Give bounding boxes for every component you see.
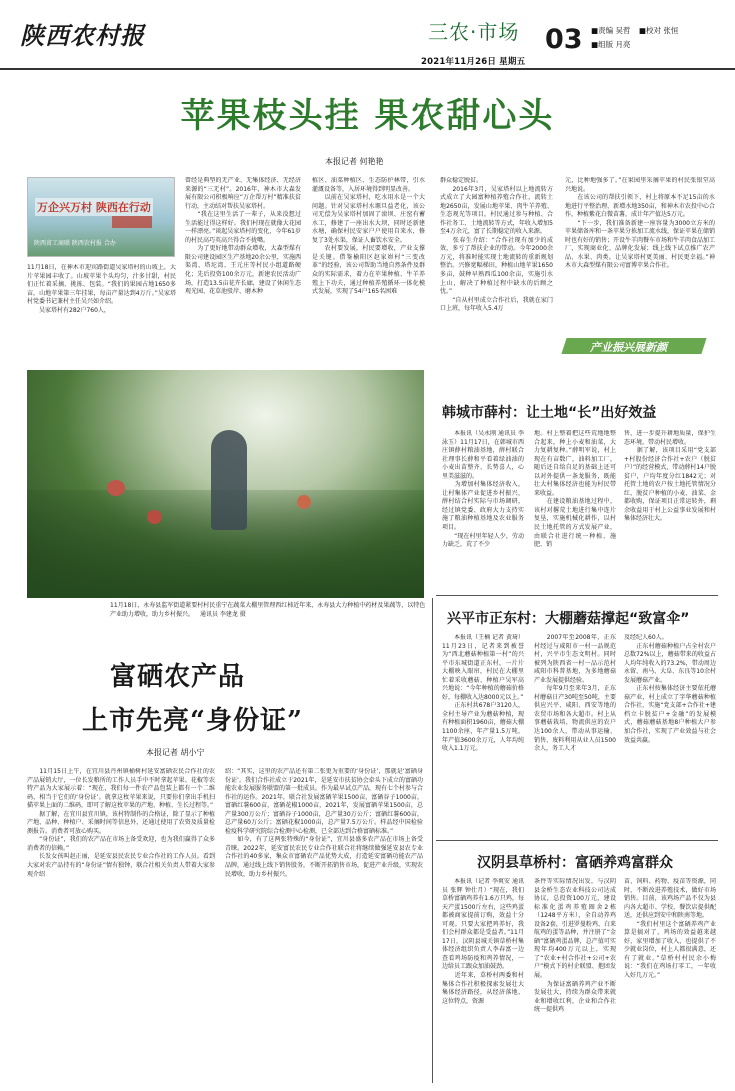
masthead-rule-thick (0, 68, 735, 70)
greenhouse-photo (27, 370, 424, 598)
staff-editor: ■责编 吴哲 (591, 26, 631, 35)
story1-col-2: 地。村上整着把这些荒地地整合起来，种上小麦和油菜，大力复耕复种。”薛明军说，村上现在有亩数广，油料加工厂，随后还自给自足的基础上还可以对外提供一条龙服务，既能壮大村集体经济也能为村民带来收益。 在建设粮油基地过程中，该村对撂荒土地进行集中连片复垦，实施机械化耕作，以村民土地托管的方式发展产业，由联合社进行统一种植、施肥、销 (534, 430, 616, 549)
campaign-banner (27, 177, 175, 257)
lead-col-1: 11月18日，在神木市迎宾路街道吴家塔村的山坡上，大片苹果园丰收了。山坡苹果个头均匀，汁多甘甜，村民们正忙着采摘、挑拣、包装。“我们的果园占地1650多亩，山地苹果第三年挂果，每亩产量达到4万斤。”吴家塔村党委书记兼村主任吴兴如介绍。 吴家塔村有282户760人， (27, 264, 176, 314)
staff-proofreader: ■校对 张恒 (638, 26, 679, 35)
story4-byline: 本报记者 胡小宁 (146, 748, 205, 757)
story3-headline: 汉阴县草桥村：富硒养鸡富群众 (477, 855, 673, 871)
photo-tomato-2 (147, 510, 162, 524)
banner-title: 万企兴万村 陕西在行动 (35, 198, 153, 216)
staff-list (591, 24, 731, 52)
page-number: 03 (545, 24, 583, 55)
masthead (0, 0, 735, 70)
section-title: 三农·市场 (428, 20, 520, 44)
story4-headline-line2: 上市先亮“身份证” (82, 706, 303, 736)
lead-col-3: 植区、油菜种植区、生态防护林带，引水灌溉设备等，入居环境得到明显改善。 以前在吴家塔村，吃水用水是一个大问题。针对吴家塔村水塬旦益老化，该公司无偿为吴家塔村加固了滚坝、庄窑有蓄水工，修建了一座出水大坝，同时还新建水塘，确保村民安家户户使用自来水，修复了3处水渠，保证人畜饮水安全。 农村要发展，村民要增收，产业支撑是关键。借鉴榆阳区赵家峁村“三变改革”的经验，该公司帮助当地自然条件及群众的实际需求，着力在苹果种植、牛羊养殖上下功夫，通过种植养殖循环一体化模式发展，实现了54户165名困难 (312, 177, 425, 296)
story4-headline-line1: 富硒农产品 (110, 662, 246, 692)
photo-person (211, 430, 247, 530)
lead-byline: 本报记者 何艳艳 (325, 157, 384, 166)
lead-col-4: 群众稳定脱贫。 2016年3月，吴家塔村以上地流转方式成立了大园富种植养殖合作社，流转土地2650亩，发展山地苹果、肉牛羊养殖、生态观光等项目，村民通过参与种植、合作社务工、土地流转等方式，年收入增加5至4万余元，富了长期稳定的收入来源。 张春生介绍：“合作社现有加少的成效，多亏了帮扶企业的带动。今年2000余万元，将准时能实现土地流转的重新规划整治。兴修宽幅梯田，种植山地苹果1650多亩，鼓种早熟西瓜100余亩，实施引水上山，解决了种植过程中缺水的后顾之忧。” “自从村里成立合作社后，我就在家门口上班，每年收入5.4万 (440, 177, 553, 313)
story1-col-1: 本报讯（吴永刚 通讯员 李泳玉）11月17日，在韩城市西庄镇薛村粮油基地，薛村联合社理事长薛和平看着绿油油的小麦出苗整齐、长势喜人，心里美滋滋的。 为增加村集体经济收入，让村集体产业促进乡村振兴，薛村结合村实际与市场调研，经过镇党委、政府大力支持实施了粮油种植基地及农业服务项目。 “现在村里年轻人少，劳动力缺乏，荒了不少 (442, 430, 524, 549)
photo-tomato-1 (107, 480, 125, 496)
story2-headline: 兴平市正东村：大棚蘑菇撑起“致富伞” (447, 611, 690, 627)
story3-col-1: 本报讯（记者 李爽安 通讯员 张辉 钟仕月）“现在，我们草桥富硒鸡养有1.6万只鸡，每天产蛋1500斤左右，这些鸡蛋都被商家提前订购，效益十分可观。只要大家把鸡养好，我们会村群众都是受益者。”11月17日，汉阴县城关镇草桥村集体经济组织负责人李春富一边查看鸡场防疫和鸡养情况，一边给员工跟众加油鼓劲。 近年来，草桥村两委和村集体合作社积极探索发展壮大集体经济路径，从经济落地、这位特点，资源 (442, 878, 524, 1005)
divider-right-1 (436, 595, 718, 596)
story1-col-3: 售，进一步提升耕地质量，保护生态环境，带动村民增收。 据了解，该项目采用“党支部+村股份经济合作社+农户（脱贫户）”的经营模式，带动薛村14户脱贫户，户均年度分红1842元；对托管土地的农户按土地托管情况分红，脱贫户种植的小麦、油菜、金都收购，保证项目正常运转外，剩余收益用于村上公益事业发展和村集体经济壮大。 (624, 430, 716, 523)
photo-caption-text: 11月18日，永寿县监军街道紧要村村民重宁在蔬菜大棚里管理西红柿近年来，永寿县大力种植中药材及果蔬等，以特色产业助力增收，助力乡村振兴。 (110, 602, 426, 618)
section-tag (556, 334, 712, 358)
story2-col-1: 本报讯（王楠 记者 黄琦）11月23日，记者来到被誉为“西北蘑菇种植第一村”的兴平市东城街道正东村，一片片大棚映入眼帘，村民在大棚里忙着采收蘑菇、种植户吴军高兴地说：“今年种植的蘑菇价格好，每棚收入达8000元以上。” 正东村共678户3120人，全村主导产业为蘑菇种植，现有种植面积1960亩，蘑菇大棚1100余座，年产量1.5万吨，年产值3600余万元，人年均纯收入1.1万元。 (442, 634, 524, 753)
divider-right-2 (436, 840, 718, 841)
issue-date: 2021年11月26日 星期五 (421, 57, 526, 67)
staff-layout: ■组版 月亮 (591, 40, 631, 49)
photo-caption (110, 602, 430, 619)
story3-col-3: 苗、饲料、药物、疫苗等资源，同时，不断改进养殖技术，做好市场销售。目前，该鸡场产品不仅为县内各大超市、学校、餐饮店提供配送，还供应到安中和陕南等地。 “我们村里这个富硒养鸡产业算是搞对了，鸡场的效益越来越好，家里增加了收入，也提供了不少就业岗位，村上人都很满意，还有了就业。”草桥村村民余小梅说：“我们在鸡场打零工，一年收入好几万元。” (624, 878, 716, 980)
story4-col-1: 11月15日上午，在宜川县丹州镇桶树村延安富硒农民合作社的农产品展销大厅，一位长发粮所的工作人员手中不时拿起苹果、花椒等农特产品为大家展示着：“现在，我们每一件农产品包装上都有一个二维码，相当于它们的‘身份证’。就拿这枚苹果来说，只要你们拿出手机扫描苹果上面的二维码，即可了解这枚苹果的产地、种植、生长过程等。” 据了解，在宜川县宜川镇，该村特制作的合格证，除了显示了种植产地、品种、种植户、采摘时间等信息外，还通过使用了农资及质量检测报告。消费者可放心购买。 “身份证”，我们的农产品在市场上备受欢迎，也为我们赢得了众多消费者的信赖。” 长发女孩叫赵正丽，是延安县民农民专业合作社的工作人员。看到大家对农产品持有的“身份证”情有独钟，联合社相关负责人带着大家参观介绍 (27, 768, 215, 878)
story1-headline: 韩城市薛村：让土地“长”出好效益 (442, 405, 657, 421)
vertical-divider (432, 598, 433, 1083)
tag-text: 产业振兴展新颜 (590, 341, 667, 354)
banner-flag-red (112, 216, 152, 228)
story2-col-2: 2007年至2008年，正东村经过与咸阳市一村一品规范村，兴平市生态文明村。同时被列为陕西省一村一品示范村咸阳市科普基地，为多地蘑菇产业发展提供经验。 每年9月至来年3月，正东村蘑菇日产30吨至50吨，主要供应兴平、咸阳、西安等地的农贸市场和各大超市。村上从事蘑菇栽培、物流供应的农户达100余人，带动从事运输、销售、废料利用从业人员1500余人，务工人才 (534, 634, 616, 753)
lead-col-5: 元，比种地强多了。”在果园里采摘苹果的村民张银堂高兴地说。 在该公司的帮扶引领下，村上将原本不足15亩的水地进行平整治理，新增水地350亩，和神木市农投中心合作，种植紫花白微苗薯，成计年产值达5万元。 “下一步，我们准备新建一座容量为3000立方米的苹果储备库和一条苹果分拣加工流水线，保证苹果在储销时也有好的销售；开设牛羊肉餐车市场和牛羊肉食品加工厂，实现商业化、品牌化发展；线上线下试点推广农产品、水果、肉类。让吴家塔村更美丽、村民更幸福。”神木市大森型煤有限公司富博苹果合作社。 (565, 177, 715, 270)
story2-col-3: 及经纪人60人。 正东村蘑菇种植户占全村农户总数72%以上，蘑菇带来的收益占人均年纯收入的73.2%，带动周边永留、南马、大阜、东良等10余村发展蘑菇产业。 正东村按集体经济主要依托蘑菇产业，村上成立了字华蘑菇种植合作社，实施“党支部+合作社+建档立卡脱贫户+金融”的发展模式，蘑菇蘑菇基地8户种植大户参加合作社，实现了产业效益与社会效益共赢。 (624, 634, 716, 744)
paper-name: 陕西农村报 (20, 21, 145, 50)
story3-col-2: 条件等实际情况出发，与汉阴县金桥生态农业科技公司达成协议，总投资100万元，建设标准化蛋鸡养殖圈舍2栋（1248平方米），全自动养鸡设备2套，引进罗曼粉鸡、白来航鸡的蛋等品种，并注册了“金硒”富硒鸡蛋品牌，总产值可实现年均400万元以上，实现了“农业+村合作社+公司+农户”模式下的村企联盟、抱团发展。 为保证富硒养鸡产业不断发展壮大，持续为群众带来就业和增收红利，企业和合作社统一提供鸡 (534, 878, 616, 1014)
photo-credit: 通讯员 李建龙 摄 (199, 610, 246, 618)
story4-col-2: 绍：“其实，这里的农产品还有第二张更为重要的‘身份证’，那就是‘富硒身份证’。我们合作社成立于2021年，是延安市扶贫协会牵头下成立的富硒功能农业发展服务联盟的第一批成员。作为最早试点产品，现有七个村参与合作社的运作。2021年，联合社发展富硒苹果1500亩，富硒谷子1000亩，富硒红薯600亩，富硒花椒1000亩，2021年，发展富硒苹果1500亩，总产量300万公斤；富硒谷子1000亩，总产量30万公斤；富硒红薯600亩，总产量60万公斤；富硒花椒1000亩，总产量7.5万公斤。样品经中国检验检疫科学研究院综合检测中心检测，已全部达到合格富硒标准。” 如今，有了这两张特殊的“身份证”，宜川县盛多农产品在市场上备受青睐。2022年，延安富民农民专业合作社联合社将继续做强延安县农专业合作社的40多家，集众市富硒农产品优势大成，打造延安富硒功能农产品品牌，通过线上线下销售股务，不断开拓销售市场，促进产业升级，实现农民增收，助力乡村振兴。 (225, 768, 423, 878)
photo-tomato-3 (297, 495, 311, 509)
lead-col-2: 曾经是典型的无产业、无集体经济、无经济来源的“三无村”。2016年，神木市大森发展有限公司积极响应“万企帮万村”精准扶贫行动，主动结对帮扶吴家塔村。 “我在这里生活了一辈子，从来没想过生活能过得这样好。我们村现在就像大花园一样漂亮。”谈起吴家塔村的变化，今年61岁的村民高巧英高兴得合不拢嘴。 为了更好地带动群众增收，大森型煤有限公司建设园区生产基地20余公里，实施西渠湾、塔坨湾、王元庄等村民小组道路硬化；先后投资100余万元，新建农民活动广场，打造13.5亩花卉长廊，建设了休闲生态观光园、花草池驳岸、磨木种 (185, 177, 301, 296)
banner-sub: 陕西省工商联 陕西农村报 合办 (34, 240, 116, 247)
lead-headline: 苹果枝头挂 果农甜心头 (180, 96, 555, 136)
